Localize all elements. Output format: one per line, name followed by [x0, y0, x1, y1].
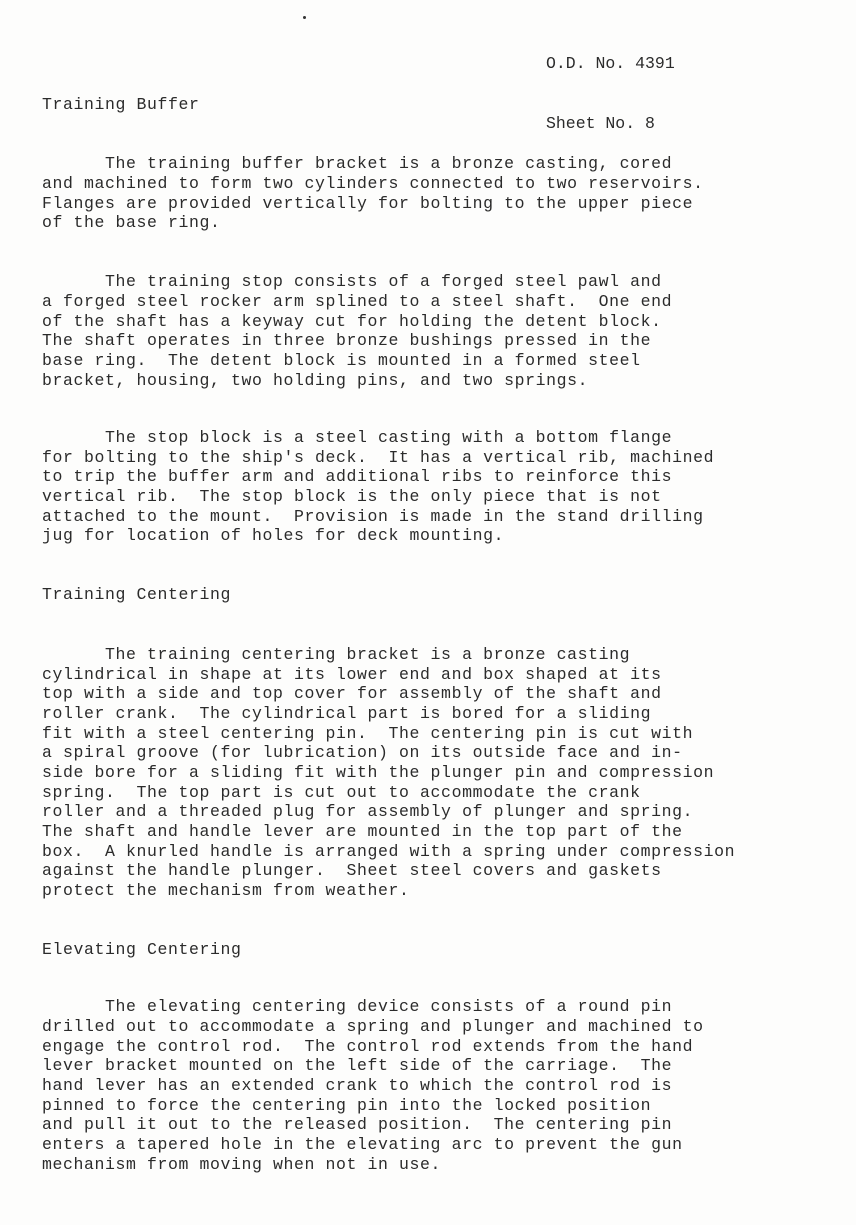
text-line: enters a tapered hole in the elevating arc to prevent the gun — [42, 1135, 683, 1154]
paper-speck — [303, 16, 306, 19]
text-line: of the base ring. — [42, 213, 221, 232]
text-line: The training centering bracket is a bronze casting — [42, 645, 631, 664]
text-line: jug for location of holes for deck mounting. — [42, 526, 505, 545]
text-line: a spiral groove (for lubrication) on its outside face and in- — [42, 743, 683, 762]
text-line: box. A knurled handle is arranged with a spring under compression — [42, 842, 736, 861]
text-line: lever bracket mounted on the left side of the carriage. The — [42, 1056, 673, 1075]
text-line: protect the mechanism from weather. — [42, 881, 410, 900]
text-line: a forged steel rocker arm splined to a steel shaft. One end — [42, 292, 673, 311]
section-heading-training-buffer: Training Buffer — [42, 95, 200, 114]
text-line: to trip the buffer arm and additional ribs to reinforce this — [42, 467, 673, 486]
text-line: spring. The top part is cut out to accommodate the crank — [42, 783, 641, 802]
text-line: Flanges are provided vertically for bolting to the upper piece — [42, 194, 694, 213]
text-line: fit with a steel centering pin. The centering pin is cut with — [42, 724, 694, 743]
text-line: top with a side and top cover for assembly of the shaft and — [42, 684, 662, 703]
text-line: side bore for a sliding fit with the plunger pin and compression — [42, 763, 715, 782]
text-line: The training buffer bracket is a bronze casting, cored — [42, 154, 673, 173]
text-line: base ring. The detent block is mounted in a formed steel — [42, 351, 641, 370]
order-number: O.D. No. 4391 — [546, 54, 675, 73]
text-line: bracket, housing, two holding pins, and two springs. — [42, 371, 589, 390]
document-header — [546, 14, 675, 174]
text-line: mechanism from moving when not in use. — [42, 1155, 442, 1174]
text-line: drilled out to accommodate a spring and plunger and machined to — [42, 1017, 704, 1036]
text-line: The shaft operates in three bronze bushings pressed in the — [42, 331, 652, 350]
text-line: and machined to form two cylinders connected to two reservoirs. — [42, 174, 704, 193]
section-heading-elevating-centering: Elevating Centering — [42, 940, 242, 959]
text-line: cylindrical in shape at its lower end and box shaped at its — [42, 665, 662, 684]
text-line: for bolting to the ship's deck. It has a vertical rib, machined — [42, 448, 715, 467]
text-line: and pull it out to the released position. The centering pin — [42, 1115, 673, 1134]
text-line: The shaft and handle lever are mounted in the top part of the — [42, 822, 683, 841]
text-line: pinned to force the centering pin into the locked position — [42, 1096, 652, 1115]
text-line: roller crank. The cylindrical part is bored for a sliding — [42, 704, 652, 723]
text-line: hand lever has an extended crank to which the control rod is — [42, 1076, 673, 1095]
text-line: engage the control rod. The control rod extends from the hand — [42, 1037, 694, 1056]
text-line: The elevating centering device consists of a round pin — [42, 997, 673, 1016]
text-line: against the handle plunger. Sheet steel covers and gaskets — [42, 861, 662, 880]
text-line: The stop block is a steel casting with a bottom flange — [42, 428, 673, 447]
text-line: of the shaft has a keyway cut for holding the detent block. — [42, 312, 662, 331]
text-line: The training stop consists of a forged steel pawl and — [42, 272, 662, 291]
section-heading-training-centering: Training Centering — [42, 585, 232, 604]
text-line: attached to the mount. Provision is made in the stand drilling — [42, 507, 704, 526]
text-line: roller and a threaded plug for assembly of plunger and spring. — [42, 802, 694, 821]
sheet-number: Sheet No. 8 — [546, 114, 655, 133]
text-line: vertical rib. The stop block is the only piece that is not — [42, 487, 662, 506]
